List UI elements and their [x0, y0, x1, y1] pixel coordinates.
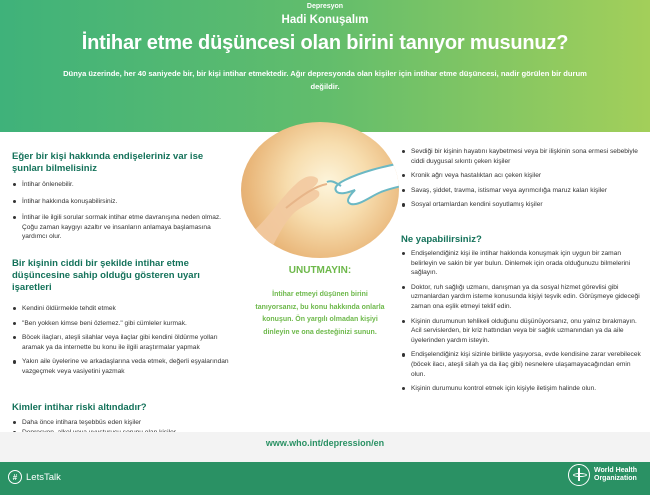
hashtag-letstalk[interactable] [8, 470, 61, 484]
list-item: İntihar önlenebilir. [12, 180, 237, 190]
header-tag: Depresyon [306, 3, 344, 10]
list-item: Daha önce intihara teşebbüs eden kişiler [12, 418, 237, 428]
list-item: Endişelendiğiniz kişi sizinle birlikte yaşıyorsa, evde kendisine zarar verebilecek (böcek ilacı, ateşli silah ya da ilaç gibi) nesnelere ulaşamayacağından emin olun. [401, 350, 643, 379]
hands-illustration [241, 122, 399, 258]
risk-list-continued [401, 147, 641, 210]
list-item: Böcek ilaçları, ateşli silahlar veya ilaçlar gibi kendini öldürme yolları aramak ya da internette bu konu ile ilgili araştırmalar yapmak [12, 333, 237, 352]
list-item: Sosyal ortamlardan kendini soyutlamış kişiler [401, 200, 641, 210]
list-item: Kişinin durumunu kontrol etmek için kişiyle iletişim halinde olun. [401, 384, 643, 394]
header-subtitle: Hadi Konuşalım [281, 14, 369, 26]
warning-title: UNUTMAYIN: [288, 265, 352, 276]
who-logo [568, 464, 637, 486]
risk-title: Kimler intihar riski altındadır? [12, 402, 147, 413]
todo-title: Ne yapabilirsiniz? [401, 234, 482, 245]
org-line2: Organization [594, 475, 637, 482]
list-item: Kişinin durumunun tehlikeli olduğunu düşünüyorsanız, onu yalnız bırakmayın. Acil servislerden, bir kriz hattından veya bir sağlık uzmanından ya da aile üyelerinden yardım isteyin. [401, 317, 643, 346]
todo-list [401, 249, 643, 394]
warning-text: İntihar etmeyi düşünen birini tanıyorsanız, bu konu hakkında onlarla konuşun. Ön yargılı olmadan kişiyi dinleyin ve ona desteğinizi sunun. [255, 291, 385, 336]
list-item: Doktor, ruh sağlığı uzmanı, danışman ya da sosyal hizmet görevlisi gibi uzmanlardan yardım isteme konusunda kişiyi teşvik edin. Görüşmeye gideceği zaman ona eşlik etmeyi teklif edin. [401, 283, 643, 312]
list-item: Sevdiği bir kişinin hayatını kaybetmesi veya bir ilişkinin sona ermesi sebebiyle ciddi duygusal sıkıntı çeken kişiler [401, 147, 641, 166]
header-banner [0, 0, 650, 132]
concerns-list [12, 180, 237, 242]
list-item: Kendini öldürmekle tehdit etmek [12, 304, 237, 314]
footer-band [0, 462, 650, 495]
page-title: İntihar etme düşüncesi olan birini tanıyor musunuz? [81, 32, 569, 54]
list-item: Endişelendiğiniz kişi ile intihar hakkında konuşmak için uygun bir zaman belirleyin ve sakin bir yer bulun. Dinlemek için orada olduğunuzu bilmelerini sağlayın. [401, 249, 643, 278]
hashtag-label: LetsTalk [26, 471, 61, 483]
list-item: İntihar hakkında konuşabilirsiniz. [12, 197, 237, 207]
list-item: "Ben yokken kimse beni özlemez." gibi cümleler kurmak. [12, 319, 237, 329]
who-emblem-icon [568, 464, 590, 486]
list-item: Kronik ağrı veya hastalıktan acı çeken kişiler [401, 171, 641, 181]
footer-url[interactable]: www.who.int/depression/en [265, 438, 385, 448]
concerns-title: Eğer bir kişi hakkında endişeleriniz var ise şunları bilmelisiniz [12, 151, 204, 174]
signs-list [12, 304, 237, 377]
header-intro: Dünya üzerinde, her 40 saniyede bir, bir kişi intihar etmektedir. Ağır depresyonda olan kişiler için intihar etme düşüncesi, nadir görülen bir durum değildir. [63, 69, 587, 91]
signs-title: Bir kişinin ciddi bir şekilde intihar etme düşüncesine sahip olduğu gösteren uyarı işaretleri [12, 258, 200, 293]
hands-icon [241, 122, 399, 258]
hashtag-icon: # [8, 470, 22, 484]
list-item: Savaş, şiddet, travma, istismar veya ayrımcılığa maruz kalan kişiler [401, 186, 641, 196]
list-item: Yakın aile üyelerine ve arkadaşlarına veda etmek, değerli eşyalarından vazgeçmek veya vasiyetini yazmak [12, 357, 237, 376]
list-item: İntihar ile ilgili sorular sormak intihar etme davranışına neden olmaz. Çoğu zaman kaygıyı azaltır ve insanların anlamaya başlamasına yardımcı olur. [12, 213, 237, 242]
org-line1: World Health [594, 467, 638, 474]
